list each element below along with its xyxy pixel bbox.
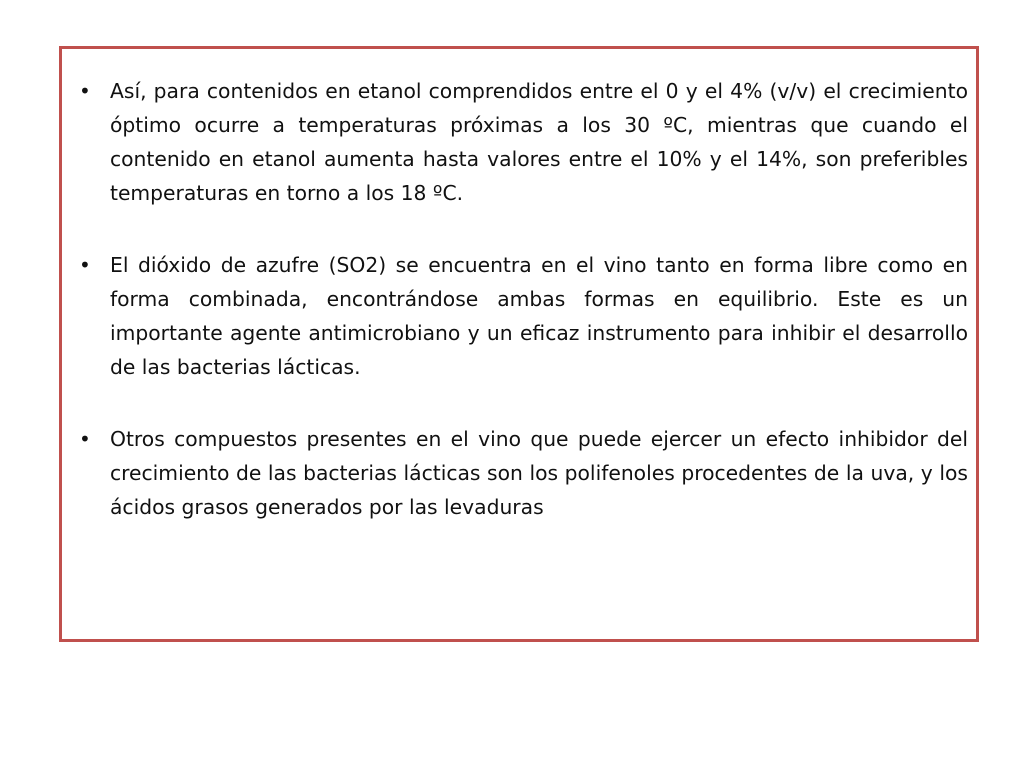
bullet-dot-icon: • [79,253,91,277]
bullet-item-sulfur-dioxide [76,248,968,384]
bullet-text: El dióxido de azufre (SO2) se encuentra en el vino tanto en forma libre como en forma combinada, encontrándose ambas formas en equilibrio. Este es un importante agente antimicrobiano y un eficaz instrumento para inhibir el desarrollo de las bacterias lácticas. [110,253,968,379]
bullet-dot-icon: • [79,79,91,103]
bullet-item-other-compounds [76,422,968,524]
slide-content-frame [59,46,979,642]
bullet-dot-icon: • [79,427,91,451]
bullet-item-ethanol-temperature [76,74,968,210]
bullet-text: Otros compuestos presentes en el vino que puede ejercer un efecto inhibidor del crecimiento de las bacterias lácticas son los polifenoles procedentes de la uva, y los ácidos grasos generados por las levaduras [110,427,968,519]
bullet-text: Así, para contenidos en etanol comprendidos entre el 0 y el 4% (v/v) el crecimiento óptimo ocurre a temperaturas próximas a los 30 ºC, mientras que cuando el contenido en etanol aumenta hasta valores entre el 10% y el 14%, son preferibles temperaturas en torno a los 18 ºC. [110,79,968,205]
bullet-list [76,74,968,562]
